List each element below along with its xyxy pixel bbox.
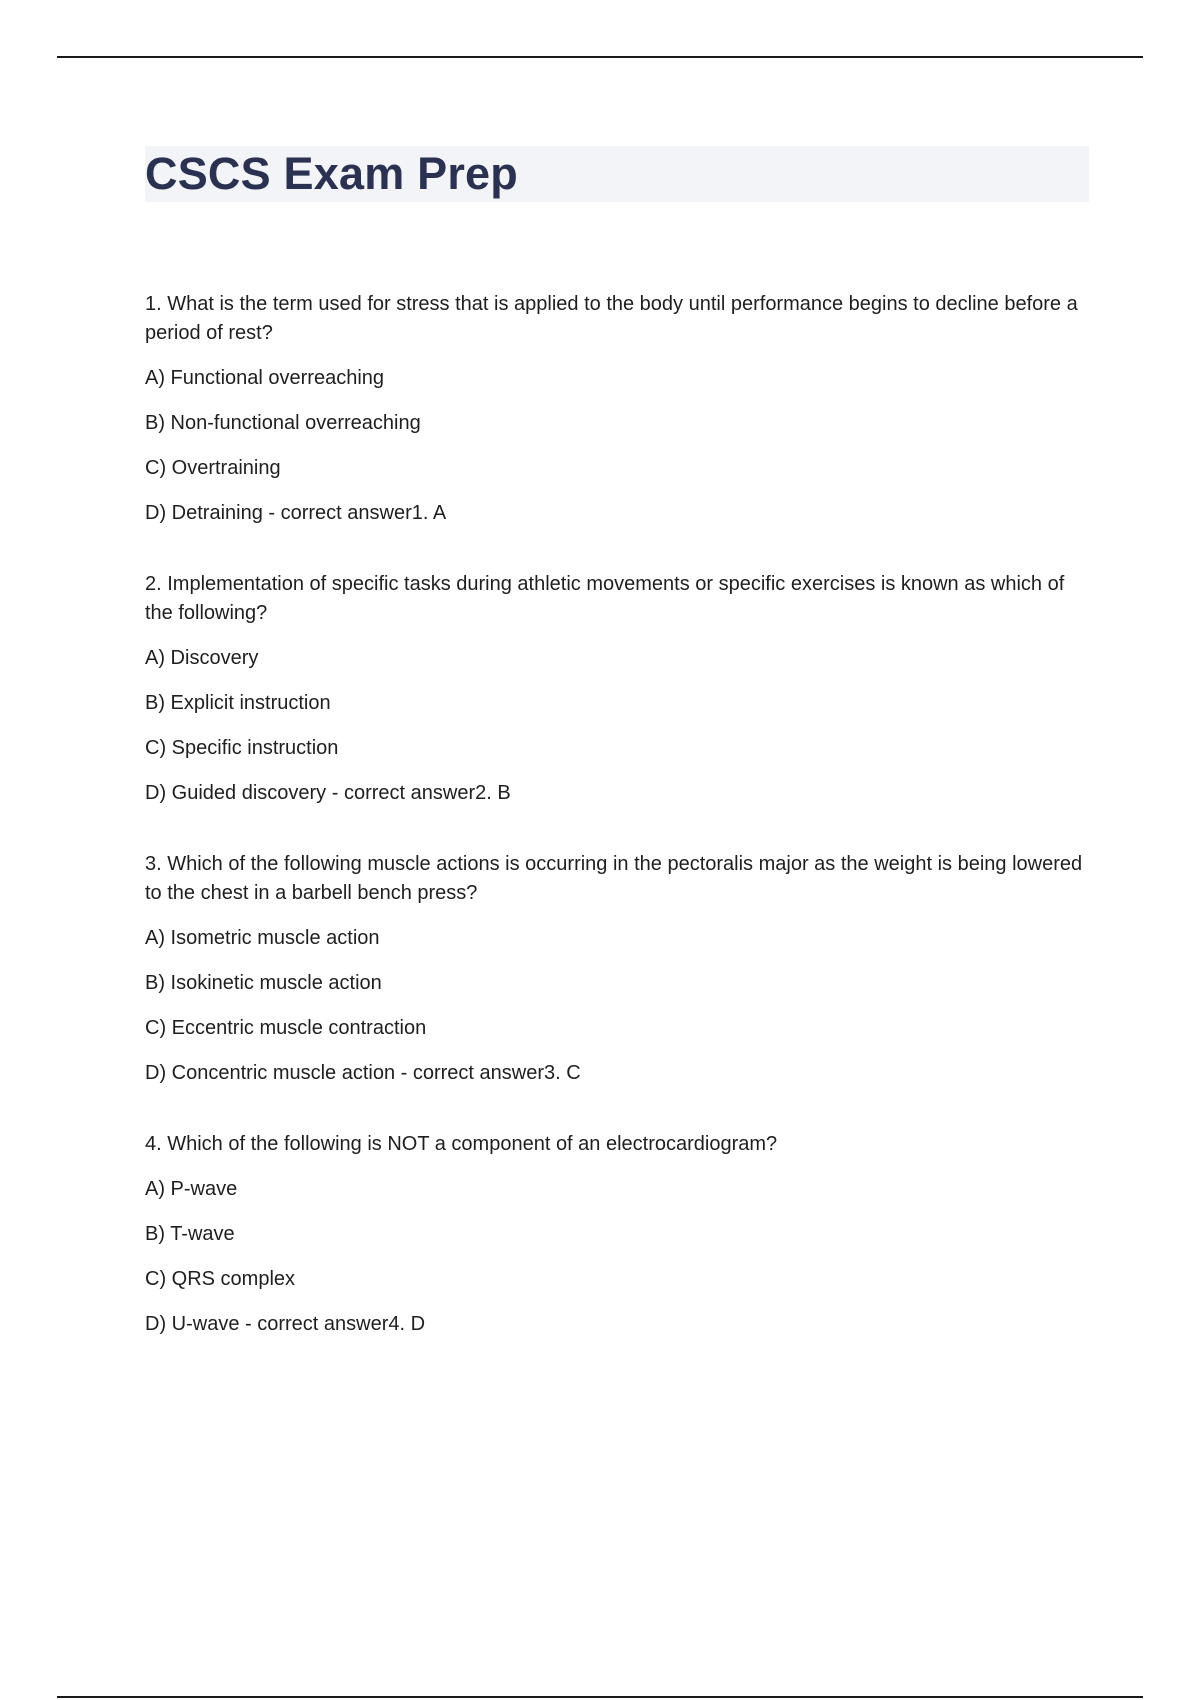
- answer-option-a: A) Discovery: [145, 647, 259, 669]
- answer-option-c: C) Overtraining: [145, 457, 281, 479]
- answer-option-a: A) Functional overreaching: [145, 367, 385, 389]
- question-text: 2. Implementation of specific tasks during athletic movements or specific exercises is known as which of the following?: [145, 573, 1065, 624]
- answer-option-d: D) Detraining - correct answer1. A: [145, 502, 447, 524]
- page-top-rule: [57, 56, 1143, 58]
- answer-option-a: A) P-wave: [145, 1178, 238, 1200]
- answer-options: [145, 924, 1090, 1088]
- answer-option-c: C) Eccentric muscle contraction: [145, 1017, 427, 1039]
- answer-option-b: B) T-wave: [145, 1223, 235, 1245]
- question-text: 3. Which of the following muscle actions is occurring in the pectoralis major as the weight is being lowered to the chest in a barbell bench press?: [145, 853, 1083, 904]
- question-list: [145, 290, 1090, 1381]
- answer-option-b: B) Non-functional overreaching: [145, 412, 421, 434]
- answer-option-b: B) Isokinetic muscle action: [145, 972, 382, 994]
- question-text: 4. Which of the following is NOT a component of an electrocardiogram?: [145, 1133, 778, 1155]
- answer-option-d: D) Guided discovery - correct answer2. B: [145, 782, 511, 804]
- question-text: 1. What is the term used for stress that is applied to the body until performance begins to decline before a period of rest?: [145, 293, 1078, 344]
- answer-options: [145, 644, 1090, 808]
- page-bottom-rule: [57, 1696, 1143, 1698]
- answer-option-d: D) U-wave - correct answer4. D: [145, 1313, 426, 1335]
- question-3: [145, 850, 1090, 1088]
- document-title: CSCS Exam Prep: [145, 148, 518, 199]
- answer-option-b: B) Explicit instruction: [145, 692, 331, 714]
- answer-option-c: C) QRS complex: [145, 1268, 296, 1290]
- question-2: [145, 570, 1090, 808]
- answer-option-a: A) Isometric muscle action: [145, 927, 380, 949]
- answer-options: [145, 364, 1090, 528]
- answer-option-d: D) Concentric muscle action - correct answer3. C: [145, 1062, 581, 1084]
- answer-option-c: C) Specific instruction: [145, 737, 339, 759]
- question-4: [145, 1130, 1090, 1339]
- answer-options: [145, 1175, 1090, 1339]
- question-1: [145, 290, 1090, 528]
